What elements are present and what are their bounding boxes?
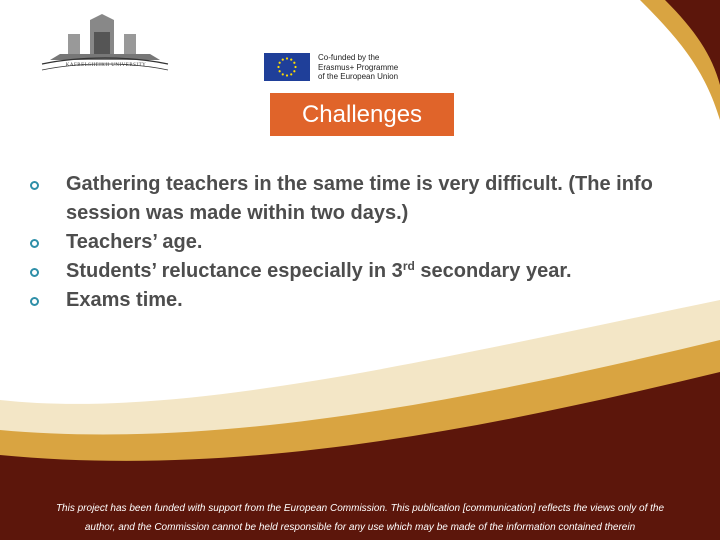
eu-logo [264,53,444,81]
bullet-text-main: Students’ reluctance especially in 3 [66,260,403,282]
bullet-item [30,170,680,228]
eu-star-icon [293,62,295,64]
eu-star-icon [286,57,288,59]
ordinal-suffix: rd [402,258,415,273]
bullet-text: Exams time. [66,289,183,311]
eu-star-icon [286,74,288,76]
eu-star-icon [277,66,279,68]
footer-disclaimer [0,499,720,537]
eu-logo-line-3: of the European Union [318,72,399,81]
bullet-marker-icon [30,239,39,248]
eu-star-icon [282,73,284,75]
eu-star-icon [279,62,281,64]
eu-star-icon [279,70,281,72]
university-logo-caption: KAFRELSHEIKH UNIVERSITY [65,63,147,68]
bullet-marker-icon [30,297,39,306]
eu-flag-icon [264,53,310,81]
bullet-text-tail: secondary year. [414,260,572,282]
eu-logo-line-1: Co-funded by the [318,53,380,62]
bullet-text [66,260,572,282]
bullet-text: Teachers’ age. [66,231,203,253]
bullet-marker-icon [30,268,39,277]
disclaimer-line-2: author, and the Commission cannot be held responsible for any use which may be made of the information contained therein [84,522,636,533]
eu-star-icon [293,70,295,72]
eu-logo-text [318,53,438,82]
eu-star-icon [294,66,296,68]
eu-logo-line-2: Erasmus+ Programme [318,62,399,72]
eu-star-icon [290,73,292,75]
eu-star-icon [290,59,292,61]
disclaimer-line-1: This project has been funded with support from the European Commission. This publication [communication] reflects the views only of the [55,503,665,514]
bullet-item [30,257,680,286]
bullet-list [30,170,680,315]
bullet-text: Gathering teachers in the same time is very difficult. (The info session was made within two days.) [66,173,653,224]
bullet-item [30,286,680,315]
bullet-marker-icon [30,181,39,190]
bullet-item [30,228,680,257]
slide-title: Challenges [270,93,454,136]
eu-star-icon [282,59,284,61]
